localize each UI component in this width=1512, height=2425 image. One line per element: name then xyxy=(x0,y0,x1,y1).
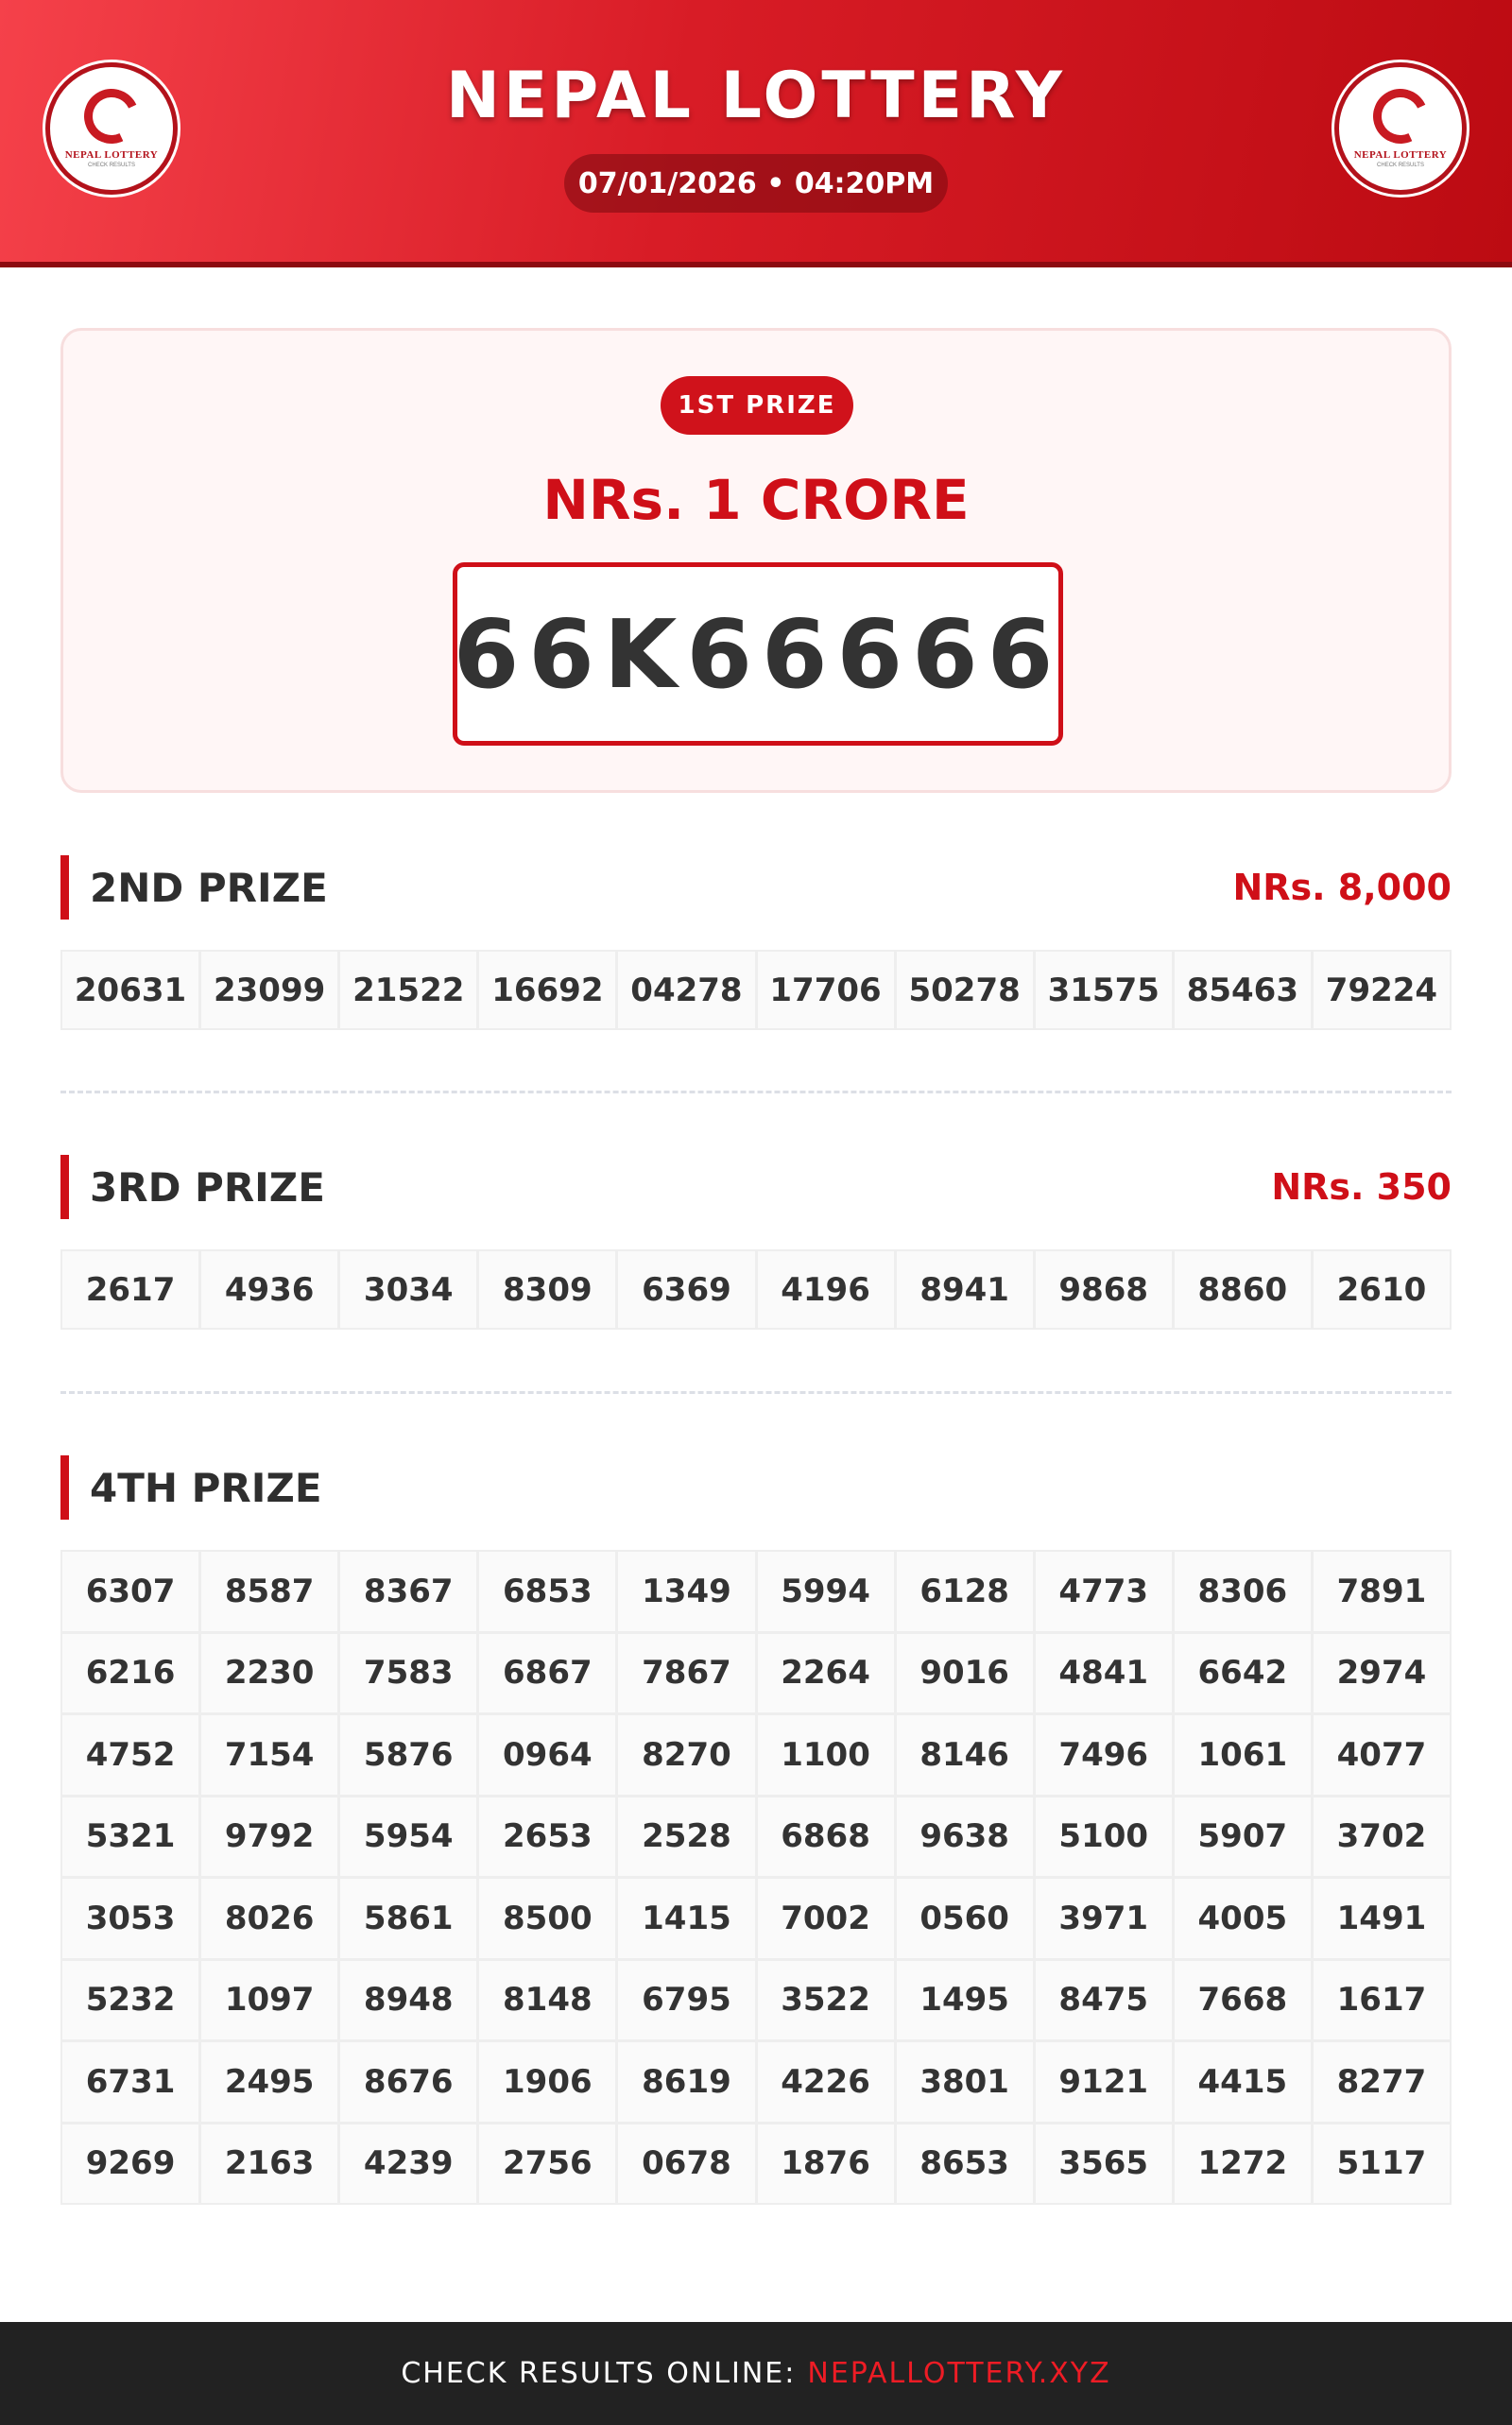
fourth-prize-number: 8026 xyxy=(201,1879,337,1958)
fourth-prize-number: 6731 xyxy=(62,2042,198,2122)
second-prize-number: 20631 xyxy=(62,952,198,1028)
fourth-prize-number: 8619 xyxy=(618,2042,754,2122)
fourth-prize-number: 8306 xyxy=(1175,1552,1311,1631)
fourth-prize-number: 1876 xyxy=(758,2124,894,2204)
fourth-prize-number: 1272 xyxy=(1175,2124,1311,2204)
fourth-prize-number: 5117 xyxy=(1314,2124,1450,2204)
header xyxy=(0,0,1512,267)
fourth-prize-number: 1100 xyxy=(758,1715,894,1795)
fourth-prize-number: 1349 xyxy=(618,1552,754,1631)
fourth-prize-number: 8367 xyxy=(340,1552,476,1631)
third-prize-number: 9868 xyxy=(1036,1251,1172,1328)
second-prize-number: 85463 xyxy=(1175,952,1311,1028)
fourth-prize-number: 1617 xyxy=(1314,1961,1450,2040)
fourth-prize-number: 3565 xyxy=(1036,2124,1172,2204)
logo-right xyxy=(1334,62,1467,195)
fourth-prize-number: 4415 xyxy=(1175,2042,1311,2122)
fourth-prize-number: 3702 xyxy=(1314,1797,1450,1877)
third-prize-number: 8860 xyxy=(1175,1251,1311,1328)
second-prize-number: 50278 xyxy=(897,952,1033,1028)
fourth-prize-number: 1906 xyxy=(479,2042,615,2122)
fourth-prize-number: 0560 xyxy=(897,1879,1033,1958)
first-prize-badge: 1ST PRIZE xyxy=(661,376,853,435)
fourth-prize-number: 6216 xyxy=(62,1634,198,1713)
fourth-prize-number: 2230 xyxy=(201,1634,337,1713)
fourth-prize-number: 7891 xyxy=(1314,1552,1450,1631)
fourth-prize-number: 6307 xyxy=(62,1552,198,1631)
fourth-prize-number: 4773 xyxy=(1036,1552,1172,1631)
fourth-prize-number: 2756 xyxy=(479,2124,615,2204)
fourth-prize-number: 8277 xyxy=(1314,2042,1450,2122)
fourth-prize-number: 4841 xyxy=(1036,1634,1172,1713)
third-prize-number: 8309 xyxy=(479,1251,615,1328)
fourth-prize-number: 6867 xyxy=(479,1634,615,1713)
second-prize-number: 23099 xyxy=(201,952,337,1028)
divider xyxy=(60,1091,1452,1093)
second-prize-grid xyxy=(60,950,1452,1030)
third-prize-number: 3034 xyxy=(340,1251,476,1328)
first-prize-card xyxy=(60,328,1452,793)
footer-link[interactable]: NEPALLOTTERY.XYZ xyxy=(807,2357,1111,2390)
fourth-prize-number: 5232 xyxy=(62,1961,198,2040)
fourth-prize-number: 5907 xyxy=(1175,1797,1311,1877)
fourth-prize-number: 6795 xyxy=(618,1961,754,2040)
fourth-prize-number: 9121 xyxy=(1036,2042,1172,2122)
fourth-prize-number: 9638 xyxy=(897,1797,1033,1877)
second-prize-amount: NRs. 8,000 xyxy=(1232,867,1452,908)
fourth-prize-number: 6128 xyxy=(897,1552,1033,1631)
fourth-prize-number: 2264 xyxy=(758,1634,894,1713)
fourth-prize-number: 2974 xyxy=(1314,1634,1450,1713)
fourth-prize-number: 7002 xyxy=(758,1879,894,1958)
third-prize-number: 6369 xyxy=(618,1251,754,1328)
fourth-prize-number: 0678 xyxy=(618,2124,754,2204)
logo-text: NEPAL LOTTERY xyxy=(1353,149,1448,161)
fourth-prize-number: 3522 xyxy=(758,1961,894,2040)
fourth-prize-number: 1097 xyxy=(201,1961,337,2040)
fourth-prize-number: 7867 xyxy=(618,1634,754,1713)
second-prize-number: 04278 xyxy=(618,952,754,1028)
footer-label: CHECK RESULTS ONLINE: xyxy=(401,2357,797,2390)
fourth-prize-number: 5994 xyxy=(758,1552,894,1631)
second-prize-title: 2ND PRIZE xyxy=(60,855,328,920)
third-prize-number: 2617 xyxy=(62,1251,198,1328)
fourth-prize-number: 5100 xyxy=(1036,1797,1172,1877)
fourth-prize-number: 5876 xyxy=(340,1715,476,1795)
fourth-prize-number: 1495 xyxy=(897,1961,1033,2040)
third-prize-grid xyxy=(60,1249,1452,1330)
fourth-prize-number: 9269 xyxy=(62,2124,198,2204)
logo-subtext: CHECK RESULTS xyxy=(88,163,135,168)
fourth-prize-number: 5321 xyxy=(62,1797,198,1877)
footer xyxy=(0,2322,1512,2425)
fourth-prize-number: 6853 xyxy=(479,1552,615,1631)
fourth-prize-grid xyxy=(60,1550,1452,2205)
fourth-prize-number: 7496 xyxy=(1036,1715,1172,1795)
fourth-prize-number: 3053 xyxy=(62,1879,198,1958)
fourth-prize-number: 8653 xyxy=(897,2124,1033,2204)
fourth-prize-number: 3971 xyxy=(1036,1879,1172,1958)
fourth-prize-number: 8146 xyxy=(897,1715,1033,1795)
logo-subtext: CHECK RESULTS xyxy=(1377,163,1424,168)
fourth-prize-number: 9016 xyxy=(897,1634,1033,1713)
fourth-prize-number: 4239 xyxy=(340,2124,476,2204)
third-prize-number: 4936 xyxy=(201,1251,337,1328)
fourth-prize-number: 7583 xyxy=(340,1634,476,1713)
fourth-prize-number: 6868 xyxy=(758,1797,894,1877)
third-prize-amount: NRs. 350 xyxy=(1271,1166,1452,1208)
third-prize-number: 2610 xyxy=(1314,1251,1450,1328)
fourth-prize-number: 9792 xyxy=(201,1797,337,1877)
fourth-prize-number: 2495 xyxy=(201,2042,337,2122)
fourth-prize-number: 2653 xyxy=(479,1797,615,1877)
fourth-prize-number: 8948 xyxy=(340,1961,476,2040)
fourth-prize-number: 6642 xyxy=(1175,1634,1311,1713)
divider xyxy=(60,1391,1452,1394)
fourth-prize-number: 0964 xyxy=(479,1715,615,1795)
fourth-prize-number: 7154 xyxy=(201,1715,337,1795)
second-prize-number: 17706 xyxy=(758,952,894,1028)
fourth-prize-number: 8475 xyxy=(1036,1961,1172,2040)
fourth-prize-title: 4TH PRIZE xyxy=(60,1455,322,1520)
page-title: NEPAL LOTTERY xyxy=(446,59,1066,133)
dragon-ring-icon xyxy=(1366,81,1435,151)
fourth-prize-number: 8148 xyxy=(479,1961,615,2040)
draw-datetime-badge: 07/01/2026 • 04:20PM xyxy=(564,154,948,213)
fourth-prize-number: 3801 xyxy=(897,2042,1033,2122)
third-prize-number: 8941 xyxy=(897,1251,1033,1328)
fourth-prize-number: 8500 xyxy=(479,1879,615,1958)
third-prize-title: 3RD PRIZE xyxy=(60,1155,325,1219)
fourth-prize-number: 8587 xyxy=(201,1552,337,1631)
fourth-prize-number: 8270 xyxy=(618,1715,754,1795)
second-prize-number: 16692 xyxy=(479,952,615,1028)
third-prize-number: 4196 xyxy=(758,1251,894,1328)
fourth-prize-number: 4752 xyxy=(62,1715,198,1795)
fourth-prize-number: 2163 xyxy=(201,2124,337,2204)
fourth-prize-number: 1415 xyxy=(618,1879,754,1958)
first-prize-number: 66K66666 xyxy=(453,562,1063,746)
first-prize-amount: NRs. 1 CRORE xyxy=(542,468,970,532)
fourth-prize-number: 7668 xyxy=(1175,1961,1311,2040)
second-prize-number: 21522 xyxy=(340,952,476,1028)
fourth-prize-number: 5861 xyxy=(340,1879,476,1958)
fourth-prize-number: 4077 xyxy=(1314,1715,1450,1795)
fourth-prize-number: 1491 xyxy=(1314,1879,1450,1958)
fourth-prize-number: 5954 xyxy=(340,1797,476,1877)
logo-text: NEPAL LOTTERY xyxy=(64,149,159,161)
fourth-prize-number: 8676 xyxy=(340,2042,476,2122)
fourth-prize-number: 2528 xyxy=(618,1797,754,1877)
second-prize-number: 31575 xyxy=(1036,952,1172,1028)
second-prize-number: 79224 xyxy=(1314,952,1450,1028)
fourth-prize-number: 1061 xyxy=(1175,1715,1311,1795)
fourth-prize-number: 4226 xyxy=(758,2042,894,2122)
fourth-prize-number: 4005 xyxy=(1175,1879,1311,1958)
